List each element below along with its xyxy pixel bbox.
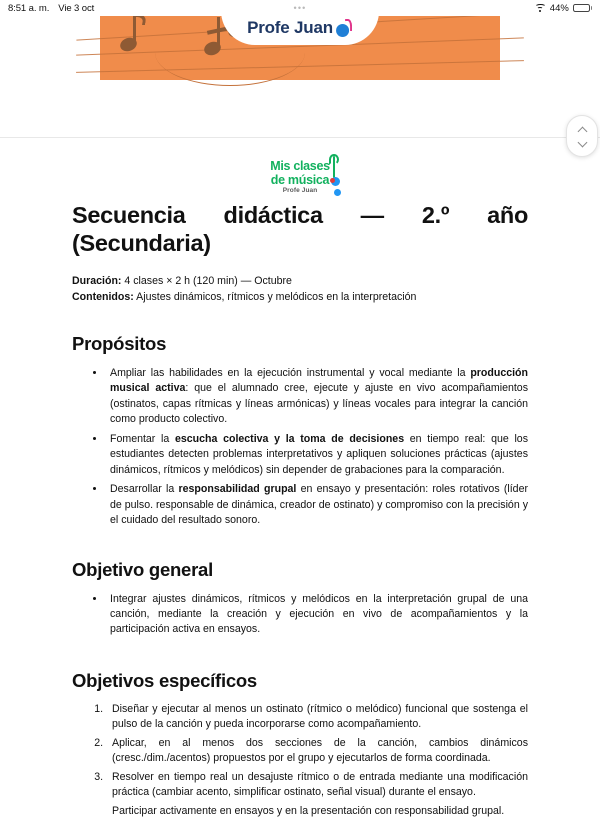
- document-section: [72, 333, 528, 529]
- logo-badge-small-icon: [334, 189, 341, 196]
- meta-value: Ajustes dinámicos, rítmicos y melódicos en la interpretación: [133, 290, 417, 303]
- wifi-icon: [535, 4, 546, 13]
- document-body: [0, 159, 600, 817]
- document-sections: [72, 333, 528, 817]
- chevron-down-icon[interactable]: [578, 139, 586, 147]
- document-section: [72, 669, 528, 817]
- list-item-text: : que el alumnado cree, ejecute y ajuste en vivo acompañamientos (ostinatos, capas rítmicas y líneas armónicas) y líneas vocales para integrar la canción como producto colectivo.: [110, 382, 528, 426]
- list-item: [106, 702, 528, 733]
- list-item: [106, 770, 528, 801]
- status-bar-left: [8, 3, 94, 14]
- battery-percent-label: 44%: [549, 2, 569, 14]
- list-item-emphasis: responsabilidad grupal: [178, 483, 297, 496]
- logo-line-2: de música: [270, 172, 330, 187]
- status-bar-right: [535, 3, 592, 14]
- logo-line-1: Mis clases: [270, 159, 330, 173]
- meta-label: Duración:: [72, 274, 122, 287]
- slur-curve: [155, 46, 305, 86]
- music-note-icon: [120, 38, 137, 51]
- numbered-list: [72, 702, 528, 817]
- banner-divider: [0, 137, 600, 138]
- section-heading: Propósitos: [72, 333, 167, 354]
- list-item: [106, 804, 528, 817]
- list-item-text: Ampliar las habilidades en la ejecución instrumental y vocal mediante la: [110, 367, 471, 379]
- meta-label: Contenidos:: [72, 290, 134, 303]
- site-logo: [72, 160, 528, 195]
- document-section: [72, 559, 528, 638]
- meta-line: [72, 289, 528, 305]
- bullet-list: [72, 591, 528, 638]
- status-bar-date: Vie 3 oct: [58, 2, 95, 14]
- page-banner: [0, 16, 600, 138]
- chevron-up-icon[interactable]: [578, 126, 586, 134]
- status-bar: [0, 0, 600, 16]
- logo-subtitle: Profe Juan: [282, 187, 318, 194]
- music-note-icon: [204, 42, 221, 55]
- list-item-emphasis: producción musical activa: [110, 367, 528, 395]
- section-heading: Objetivo general: [72, 558, 213, 580]
- list-item-text: en tiempo real: que los estudiantes detecten problemas interpretativos y apliquen soluciones prácticas (ajustes dinámicos, rítmicos y melódicos) sin depender de grabaciones para la comparación.: [110, 432, 528, 476]
- battery-icon: [573, 4, 592, 13]
- section-heading: Objetivos específicos: [72, 669, 257, 691]
- brand-name: Profe Juan: [247, 18, 333, 37]
- list-item: [106, 365, 528, 428]
- logo-badge-red-icon: [330, 178, 335, 183]
- document-meta: [72, 273, 528, 305]
- list-item-text: Resolver en tiempo real un desajuste rítmico o de entrada mediante una modificación práctica (cambiar acento, simplificar ostinato, señal visual) durante el ensayo.: [112, 770, 528, 799]
- page-title-main: Secuencia didáctica — 2.º año: [72, 201, 528, 228]
- list-item-text: Participar activamente en ensayos y en la presentación con responsabilidad grupal.: [112, 804, 505, 817]
- list-item: [106, 591, 528, 638]
- scroll-control[interactable]: [566, 115, 598, 157]
- list-item-text: Diseñar y ejecutar al menos un ostinato (rítmico o melódico) funcional que sostenga el pulso de la canción y pueda incorporarse como acompañamiento.: [112, 702, 528, 731]
- list-item: [106, 431, 528, 478]
- meta-value: 4 clases × 2 h (120 min) — Octubre: [121, 274, 292, 287]
- page-title: [72, 201, 528, 258]
- list-item-text: Aplicar, en al menos dos secciones de la canción, cambios dinámicos (cresc./dim./acentos) propuestos por el grupo y ejecutarlos de forma coordinada.: [112, 736, 528, 765]
- list-item-text: Desarrollar la: [110, 483, 179, 496]
- more-dots-icon: •••: [293, 2, 307, 13]
- list-item-text: Integrar ajustes dinámicos, rítmicos y melódicos en la interpretación grupal de una canción, mediante la creación y ejecución en vivo de acompañamientos y la participación activa en ensayos.: [110, 592, 528, 636]
- status-bar-time: 8:51 a. m.: [8, 2, 50, 14]
- list-item-text: Fomentar la: [110, 432, 175, 445]
- page-title-second: (Secundaria): [72, 230, 211, 257]
- meta-line: [72, 273, 528, 289]
- brand-note-icon: [336, 19, 353, 37]
- list-item: [106, 736, 528, 767]
- bullet-list: [72, 365, 528, 529]
- list-item-emphasis: escucha colectiva y la toma de decisiones: [174, 432, 405, 445]
- list-item-text: en ensayo y presentación: roles rotativos (líder de pulso. responsable de dinámica, creador de ostinato) y compromiso con la precisión y el cuidado del resultado sonoro.: [110, 483, 528, 527]
- list-item: [106, 481, 528, 528]
